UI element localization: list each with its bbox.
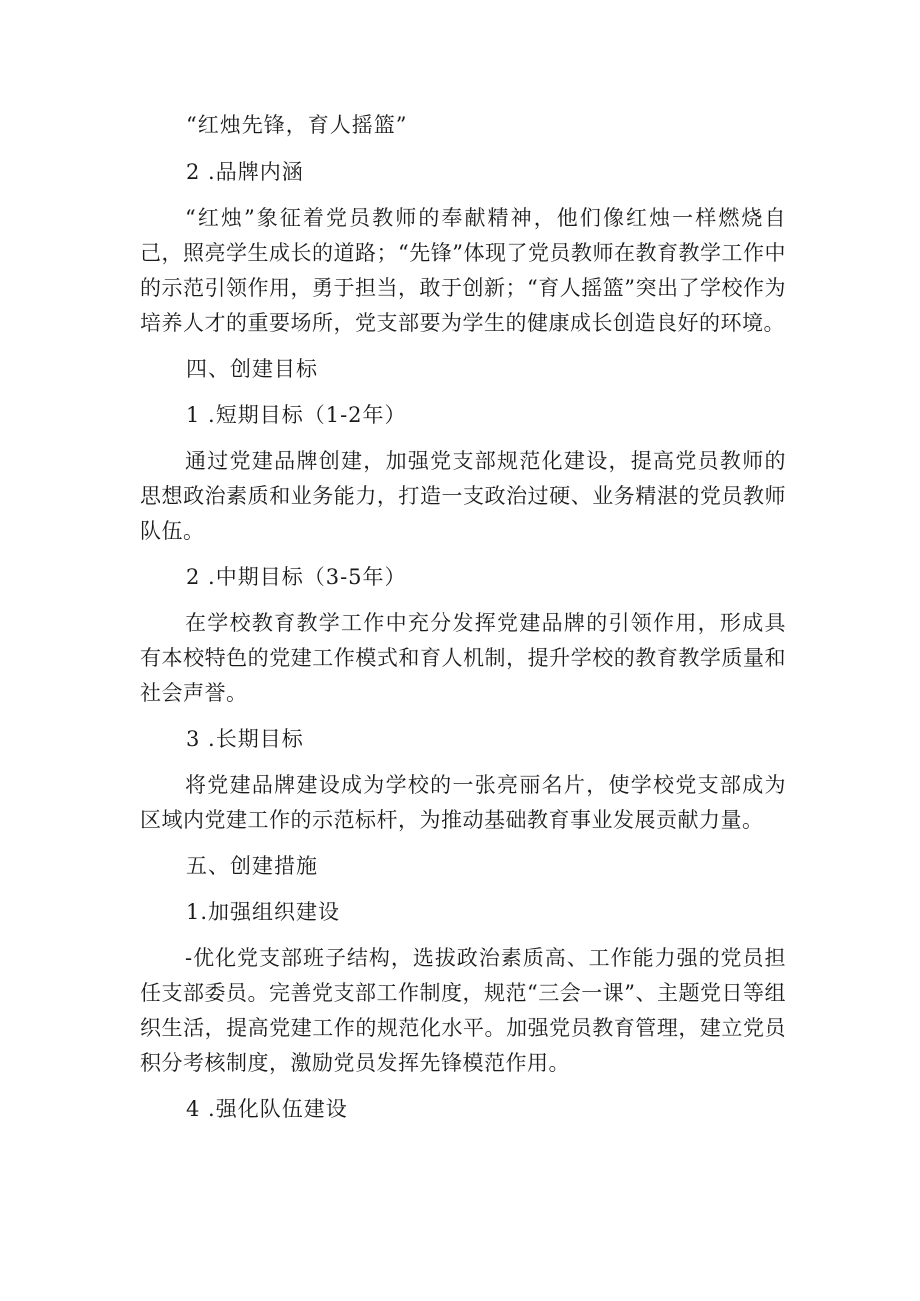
brand-slogan: “红烛先锋，育人摇篮” <box>186 113 408 137</box>
paragraph-brand-connotation: “红烛”象征着党员教师的奉献精神，他们像红烛一样燃烧自己，照亮学生成长的道路；“先锋”体现了党员教师在教育教学工作中的示范引领作用，勇于担当，敢于创新；“育人摇篮”突出了学校作为培养人才的重要场所，党支部要为学生的健康成长创造良好的环境。 <box>140 206 786 335</box>
heading-strengthen-team: 4 .强化队伍建设 <box>186 1097 348 1121</box>
paragraph-strengthen-organization: -优化党支部班子结构，选拔政治素质高、工作能力强的党员担任支部委员。完善党支部工作制度，规范“三会一课”、主题党日等组织生活，提高党建工作的规范化水平。加强党员教育管理，建立党员积分考核制度，激励党员发挥先锋模范作用。 <box>140 946 786 1075</box>
paragraph-long-term-goals: 将党建品牌建设成为学校的一张亮丽名片，使学校党支部成为区域内党建工作的示范标杆，为推动基础教育事业发展贡献力量。 <box>140 773 786 832</box>
heading-short-term-goals: 1 .短期目标（1-2年） <box>186 403 407 427</box>
paragraph-mid-term-goals: 在学校教育教学工作中充分发挥党建品牌的引领作用，形成具有本校特色的党建工作模式和育人机制，提升学校的教育教学质量和社会声誉。 <box>140 611 786 705</box>
heading-long-term-goals: 3 .长期目标 <box>186 727 304 751</box>
document-body <box>140 108 786 1138</box>
heading-creation-measures: 五、创建措施 <box>186 854 318 878</box>
heading-creation-goals: 四、创建目标 <box>186 357 318 381</box>
paragraph-short-term-goals: 通过党建品牌创建，加强党支部规范化建设，提高党员教师的思想政治素质和业务能力，打造一支政治过硬、业务精湛的党员教师队伍。 <box>140 449 786 543</box>
heading-brand-connotation: 2 .品牌内涵 <box>186 160 304 184</box>
heading-mid-term-goals: 2 .中期目标（3-5年） <box>186 565 407 589</box>
heading-strengthen-organization: 1.加强组织建设 <box>186 900 341 924</box>
